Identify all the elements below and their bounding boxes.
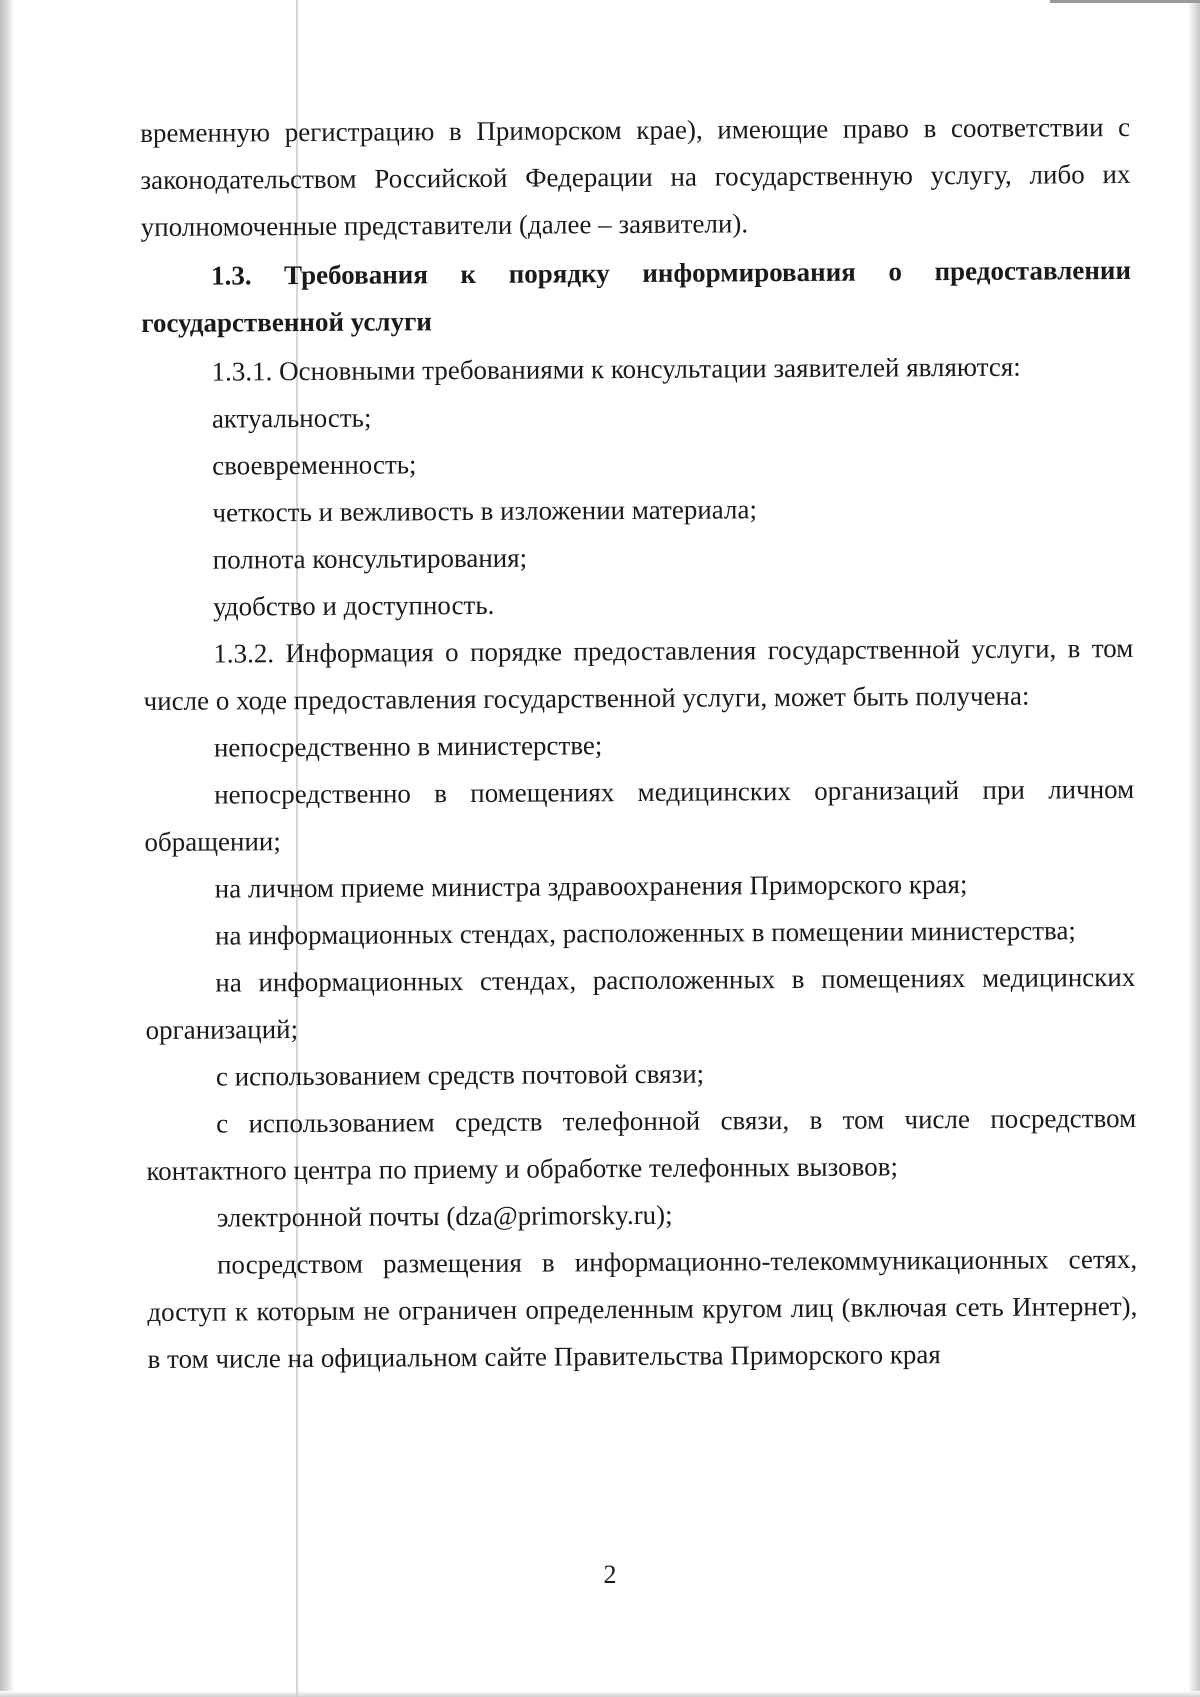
- list-item: своевременность;: [212, 449, 417, 481]
- scan-edge-top: [1050, 0, 1200, 3]
- scan-edge-bottom: [0, 1691, 1200, 1697]
- list-item: полнота консультирования;: [212, 542, 528, 575]
- list-item: с использованием средств телефонной связи, в том числе посредством контактного центра по приему и обработке телефонных вызовов;: [146, 1102, 1137, 1186]
- page-number: 2: [603, 1560, 617, 1589]
- list-item: с использованием средств почтовой связи;: [215, 1058, 705, 1092]
- scan-edge-left: [0, 0, 14, 1697]
- paragraph-1-3-2: 1.3.2. Информация о порядке предоставления государственной услуги, в том числе о ходе предоставления государственной услуги, может быть получена:: [143, 632, 1134, 716]
- list-item: непосредственно в помещениях медицинских организаций при личном обращении;: [144, 773, 1135, 857]
- list-item: посредством размещения в информационно-телекоммуникационных сетях, доступ к которым не ограничен определенным кругом лиц (включая сеть Интернет), в том числе на официальном сайте Правительства Приморского края: [147, 1243, 1138, 1374]
- paragraph-1-3-1: 1.3.1. Основными требованиями к консультации заявителей являются:: [211, 351, 1021, 387]
- paragraph-intro: временную регистрацию в Приморском крае), имеющие право в соответствии с законодательством Российской Федерации на государственную услугу, либо их уполномоченные представители (далее – заявители).: [140, 111, 1131, 242]
- list-item: четкость и вежливость в изложении материала;: [212, 494, 758, 528]
- section-heading-1-3: 1.3. Требования к порядку информирования о предоставлении государственной услуги: [141, 254, 1132, 338]
- list-item: удобство и доступность.: [212, 589, 495, 622]
- list-item: на информационных стендах, расположенных в помещениях медицинских организаций;: [145, 961, 1136, 1045]
- scan-edge-right: [1188, 0, 1200, 1697]
- document-page: [140, 104, 1138, 1383]
- list-item: электронной почты (dza@primorsky.ru);: [216, 1199, 673, 1233]
- list-item: на информационных стендах, расположенных в помещении министерства;: [214, 915, 1076, 951]
- list-item: непосредственно в министерстве;: [213, 730, 603, 763]
- list-item: актуальность;: [211, 402, 372, 434]
- list-item: на личном приеме министра здравоохранения Приморского края;: [214, 868, 968, 904]
